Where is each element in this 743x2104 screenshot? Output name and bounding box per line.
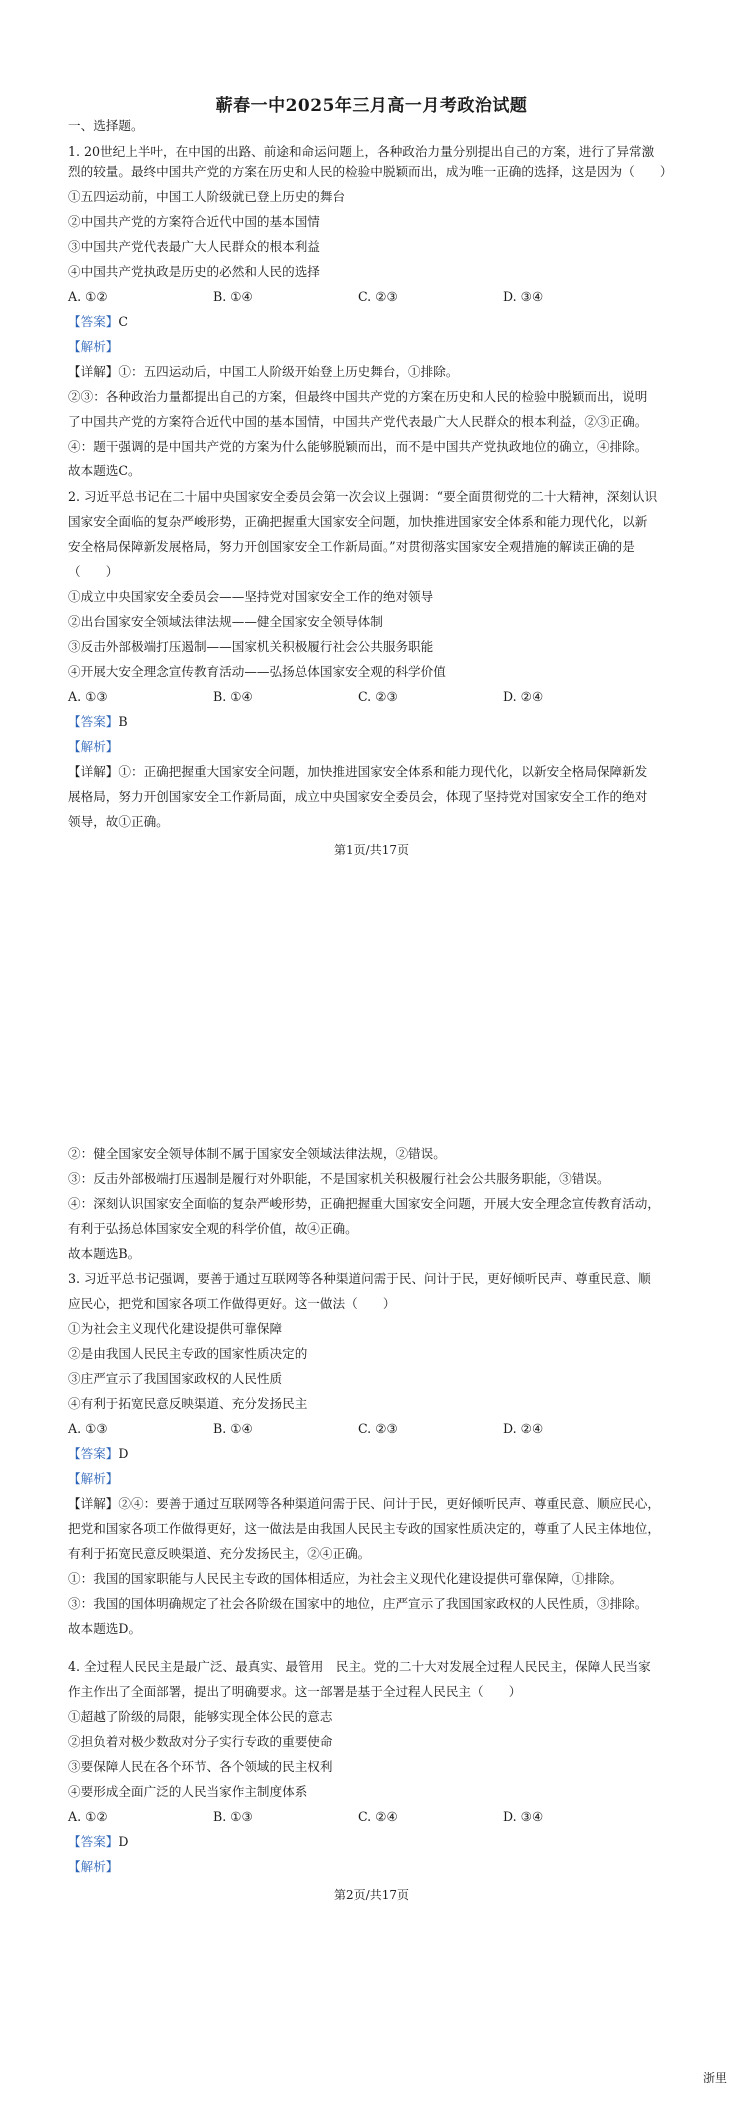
- answer-tag: 【答案】: [68, 1834, 119, 1849]
- q1-detail-1-text: ①：五四运动后，中国工人阶级开始登上历史舞台，①排除。: [118, 364, 459, 379]
- section-heading: 一、选择题。: [68, 118, 144, 133]
- q4-item-1: ①超越了阶级的局限，能够实现全体公民的意志: [68, 1709, 333, 1724]
- q1-item-4: ④中国共产党执政是历史的必然和人民的选择: [68, 264, 320, 279]
- q2-item-1: ①成立中央国家安全委员会——坚持党对国家安全工作的绝对领导: [68, 589, 434, 604]
- q4-stem-line-1: 4. 全过程人民民主是最广泛、最真实、最管用 民主。党的二十大对发展全过程人民民主，保障人民当家: [68, 1659, 651, 1674]
- q1-item-2: ②中国共产党的方案符合近代中国的基本国情: [68, 214, 320, 229]
- answer-tag: 【答案】: [68, 714, 119, 729]
- page-title: 蕲春一中2025年三月高一月考政治试题: [215, 96, 528, 116]
- q1-item-3: ③中国共产党代表最广大人民群众的根本利益: [68, 239, 320, 254]
- q3-item-3: ③庄严宣示了我国国家政权的人民性质: [68, 1371, 283, 1386]
- q1-detail-2: ②③：各种政治力量都提出自己的方案，但最终中国共产党的方案在历史和人民的检验中脱颖而出，说明: [68, 389, 648, 404]
- q2-answer-value: B: [118, 714, 128, 729]
- q1-detail-4: ④：题干强调的是中国共产党的方案为什么能够脱颖而出，而不是中国共产党执政地位的确立，④排除。: [68, 439, 648, 454]
- analysis-tag: 【解析】: [68, 1471, 119, 1486]
- q2-detail-2: 展格局，努力开创国家安全工作新局面，成立中央国家安全委员会，体现了坚持党对国家安全工作的绝对: [68, 789, 648, 804]
- q2-option-c: C. ②③: [358, 689, 398, 704]
- q2-conclusion: 故本题选B。: [68, 1246, 141, 1261]
- q4-item-3: ③要保障人民在各个环节、各个领域的民主权利: [68, 1759, 333, 1774]
- q3-option-c: C. ②③: [358, 1421, 398, 1436]
- q1-option-a: A. ①②: [68, 289, 108, 304]
- q3-item-1: ①为社会主义现代化建设提供可靠保障: [68, 1321, 283, 1336]
- q1-analysis: [68, 338, 118, 356]
- page-footer-1: 第1页/共17页: [334, 843, 409, 857]
- q4-answer-value: D: [118, 1834, 129, 1849]
- q2-stem-line-3: 安全格局保障新发展格局，努力开创国家安全工作新局面。”对贯彻落实国家安全观措施的解读正确的是: [68, 539, 635, 554]
- q2-item-4: ④开展大安全理念宣传教育活动——弘扬总体国家安全观的科学价值: [68, 664, 446, 679]
- q2-detail-3: 领导，故①正确。: [68, 814, 169, 829]
- q2-option-a: A. ①③: [68, 689, 108, 704]
- q1-stem-line-2: 烈的较量。最终中国共产党的方案在历史和人民的检验中脱颖而出，成为唯一正确的选择，这是因为（ ）: [68, 164, 673, 179]
- q1-answer: [68, 313, 128, 331]
- q2-option-b: B. ①④: [213, 689, 253, 704]
- q4-answer: [68, 1833, 128, 1851]
- q3-option-d: D. ②④: [503, 1421, 544, 1436]
- analysis-tag: 【解析】: [68, 339, 119, 354]
- q2-item-2: ②出台国家安全领域法律法规——健全国家安全领导体制: [68, 614, 383, 629]
- detail-tag: 【详解】: [68, 764, 119, 779]
- q3-detail-2: 把党和国家各项工作做得更好，这一做法是由我国人民民主专政的国家性质决定的，尊重了人民主体地位，: [68, 1521, 660, 1536]
- q3-option-b: B. ①④: [213, 1421, 253, 1436]
- q3-stem-line-1: 3. 习近平总书记强调，要善于通过互联网等各种渠道问需于民、问计于民，更好倾听民声、尊重民意、顺: [68, 1271, 651, 1286]
- q3-analysis: [68, 1470, 118, 1488]
- q2-stem-line-2: 国家安全面临的复杂严峻形势，正确把握重大国家安全问题，加快推进国家安全体系和能力现代化，以新: [68, 514, 648, 529]
- q2-detail-4: ②：健全国家安全领导体制不属于国家安全领域法律法规，②错误。: [68, 1146, 446, 1161]
- q3-answer: [68, 1445, 128, 1463]
- q1-detail-1: [68, 363, 458, 381]
- answer-tag: 【答案】: [68, 1446, 119, 1461]
- q1-detail-3: 了中国共产党的方案符合近代中国的基本国情，中国共产党代表最广大人民群众的根本利益，②③正确。: [68, 414, 648, 429]
- q2-detail-6: ④：深刻认识国家安全面临的复杂严峻形势，正确把握重大国家安全问题，开展大安全理念宣传教育活动，: [68, 1196, 660, 1211]
- page-footer-2: 第2页/共17页: [334, 1888, 409, 1902]
- q4-option-b: B. ①③: [213, 1809, 253, 1824]
- q3-detail-1-text: ②④：要善于通过互联网等各种渠道问需于民、问计于民，更好倾听民声、尊重民意、顺应民心，: [118, 1496, 660, 1511]
- q2-detail-5: ③：反击外部极端打压遏制是履行对外职能，不是国家机关积极履行社会公共服务职能，③错误。: [68, 1171, 610, 1186]
- q3-detail-3: 有利于拓宽民意反映渠道、充分发扬民主，②④正确。: [68, 1546, 371, 1561]
- q4-option-a: A. ①②: [68, 1809, 108, 1824]
- q1-stem-line-1: 1. 20世纪上半叶，在中国的出路、前途和命运问题上，各种政治力量分别提出自己的方案，进行了异常激: [68, 144, 655, 159]
- q1-option-d: D. ③④: [503, 289, 544, 304]
- q1-option-b: B. ①④: [213, 289, 253, 304]
- q2-stem-line-1: 2. 习近平总书记在二十届中央国家安全委员会第一次会议上强调：“要全面贯彻党的二十大精神，深刻认识: [68, 489, 658, 504]
- q2-option-d: D. ②④: [503, 689, 544, 704]
- q2-stem-line-4: （ ）: [68, 564, 119, 579]
- q2-detail-1-text: ①：正确把握重大国家安全问题，加快推进国家安全体系和能力现代化，以新安全格局保障新发: [118, 764, 648, 779]
- q3-conclusion: 故本题选D。: [68, 1621, 142, 1636]
- answer-tag: 【答案】: [68, 314, 119, 329]
- q3-detail-4: ①：我国的国家职能与人民民主专政的国体相适应，为社会主义现代化建设提供可靠保障，①排除。: [68, 1571, 623, 1586]
- q4-item-2: ②担负着对极少数敌对分子实行专政的重要使命: [68, 1734, 333, 1749]
- analysis-tag: 【解析】: [68, 739, 119, 754]
- q3-detail-1: [68, 1495, 660, 1513]
- q3-detail-5: ③：我国的国体明确规定了社会各阶级在国家中的地位，庄严宣示了我国国家政权的人民性质，③排除。: [68, 1596, 648, 1611]
- q3-answer-value: D: [118, 1446, 129, 1461]
- q4-stem-line-2: 作主作出了全面部署，提出了明确要求。这一部署是基于全过程人民民主（ ）: [68, 1684, 522, 1699]
- q4-item-4: ④要形成全面广泛的人民当家作主制度体系: [68, 1784, 308, 1799]
- q1-conclusion: 故本题选C。: [68, 463, 141, 478]
- q2-item-3: ③反击外部极端打压遏制——国家机关积极履行社会公共服务职能: [68, 639, 434, 654]
- q4-option-d: D. ③④: [503, 1809, 544, 1824]
- q1-option-c: C. ②③: [358, 289, 398, 304]
- q1-answer-value: C: [118, 314, 129, 329]
- analysis-tag: 【解析】: [68, 1859, 119, 1874]
- q3-item-4: ④有利于拓宽民意反映渠道、充分发扬民主: [68, 1396, 308, 1411]
- q2-detail-1: [68, 763, 647, 781]
- q2-detail-7: 有利于弘扬总体国家安全观的科学价值，故④正确。: [68, 1221, 358, 1236]
- q3-option-a: A. ①③: [68, 1421, 108, 1436]
- q4-option-c: C. ②④: [358, 1809, 398, 1824]
- q1-item-1: ①五四运动前，中国工人阶级就已登上历史的舞台: [68, 189, 346, 204]
- q2-answer: [68, 713, 128, 731]
- corner-watermark: 浙里: [702, 2071, 727, 2085]
- q3-stem-line-2: 应民心，把党和国家各项工作做得更好。这一做法（ ）: [68, 1296, 396, 1311]
- q4-analysis: [68, 1858, 118, 1876]
- detail-tag: 【详解】: [68, 1496, 119, 1511]
- q2-analysis: [68, 738, 118, 756]
- detail-tag: 【详解】: [68, 364, 119, 379]
- q3-item-2: ②是由我国人民民主专政的国家性质决定的: [68, 1346, 308, 1361]
